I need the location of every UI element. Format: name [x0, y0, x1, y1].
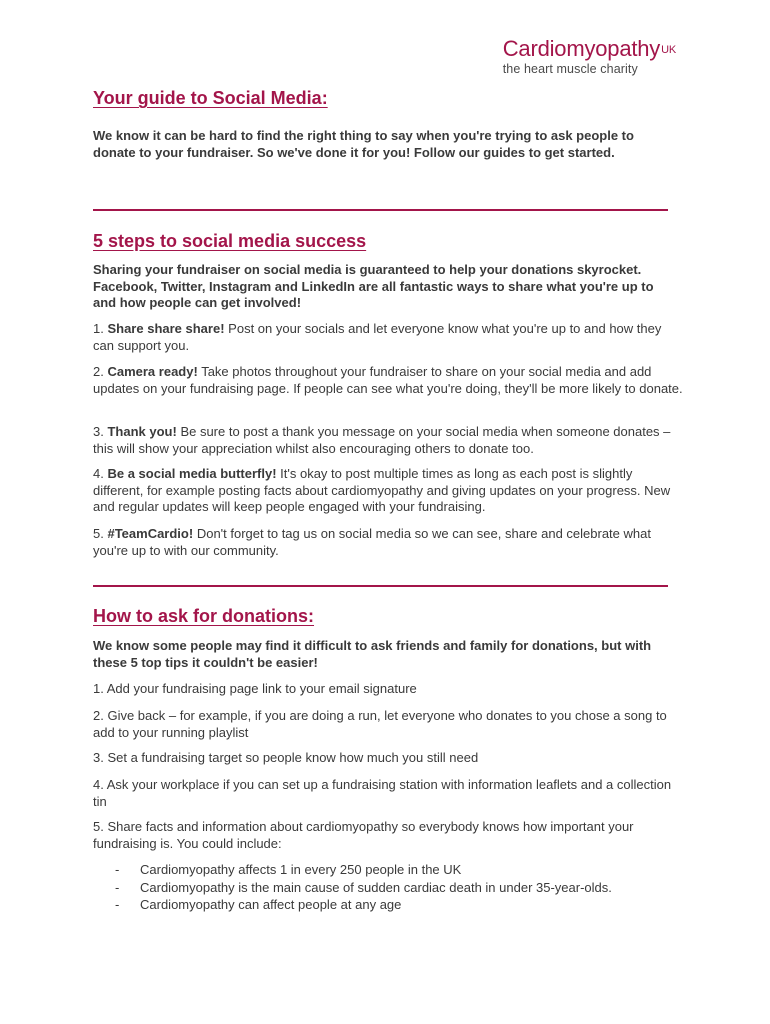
donation-tip: 2. Give back – for example, if you are doing a run, let everyone who donates to you chose a song to add to your running playlist	[93, 708, 667, 740]
fact-text: Cardiomyopathy is the main cause of sudden cardiac death in under 35-year-olds.	[140, 879, 612, 895]
donations-intro: We know some people may find it difficult to ask friends and family for donations, but with these 5 top tips it couldn't be easier!	[93, 638, 652, 670]
section-divider	[93, 585, 668, 587]
donation-tip: 3. Set a fundraising target so people know how much you still need	[93, 750, 479, 765]
step-number: 5.	[93, 526, 104, 541]
list-item	[115, 879, 685, 897]
fact-text: Cardiomyopathy can affect people at any age	[140, 897, 402, 912]
donations-title: How to ask for donations:	[93, 606, 315, 626]
logo-sup: UK	[661, 44, 676, 56]
step-number: 4.	[93, 466, 104, 481]
guide-intro: We know it can be hard to find the right thing to say when you're trying to ask people to donate to your fundraiser. So we've done it for you! Follow our guides to get started.	[93, 128, 634, 160]
bullet-marker: -	[115, 879, 120, 895]
list-item	[115, 896, 685, 914]
cardiomyopathy-uk-logo	[503, 37, 676, 76]
step-text: Take photos throughout your fundraiser to share on your social media and add updates on your fundraising page. If people can see what you're doing, they'll be more likely to donate.	[93, 364, 683, 396]
step-item	[93, 321, 683, 354]
list-item	[115, 861, 685, 879]
guide-title: Your guide to Social Media:	[93, 88, 328, 108]
donation-tip: 4. Ask your workplace if you can set up a fundraising station with information leaflets and a collection tin	[93, 777, 672, 809]
fact-text: Cardiomyopathy affects 1 in every 250 people in the UK	[140, 862, 462, 877]
step-text: It's okay to post multiple times as long as each post is slightly different, for example posting facts about cardiomyopathy and giving updates on your progress. New and regular updates will keep people engaged with your fundraising.	[93, 466, 671, 514]
step-item	[93, 466, 683, 516]
donation-tip: 1. Add your fundraising page link to your email signature	[93, 681, 417, 696]
step-heading: Camera ready!	[107, 364, 198, 379]
step-heading: Be a social media butterfly!	[107, 466, 277, 481]
step-item	[93, 424, 683, 457]
step-number: 1.	[93, 321, 104, 336]
steps-intro: Sharing your fundraiser on social media is guaranteed to help your donations skyrocket. Facebook, Twitter, Instagram and LinkedIn are all fantastic ways to share what you're up to and how people can get involved!	[93, 262, 654, 310]
step-number: 2.	[93, 364, 104, 379]
step-item	[93, 364, 683, 397]
donation-tip: 5. Share facts and information about cardiomyopathy so everybody knows how important your fundraising is. You could include:	[93, 819, 634, 851]
step-heading: Share share share!	[107, 321, 225, 336]
logo-tagline: the heart muscle charity	[502, 62, 638, 76]
logo-name: Cardiomyopathy	[502, 36, 661, 61]
section-divider	[93, 209, 668, 211]
step-number: 3.	[93, 424, 104, 439]
step-text: Don't forget to tag us on social media so we can see, share and celebrate what you're up to with our community.	[93, 526, 651, 558]
facts-list	[115, 861, 685, 914]
steps-title: 5 steps to social media success	[93, 231, 367, 251]
step-heading: Thank you!	[107, 424, 177, 439]
bullet-marker: -	[115, 897, 120, 912]
step-heading: #TeamCardio!	[107, 526, 194, 541]
bullet-marker: -	[115, 862, 120, 877]
step-text: Post on your socials and let everyone know what you're up to and how they can support you.	[93, 321, 662, 353]
step-text: Be sure to post a thank you message on your social media when someone donates – this will show your appreciation whilst also encouraging others to donate too.	[93, 424, 671, 456]
step-item	[93, 526, 683, 559]
